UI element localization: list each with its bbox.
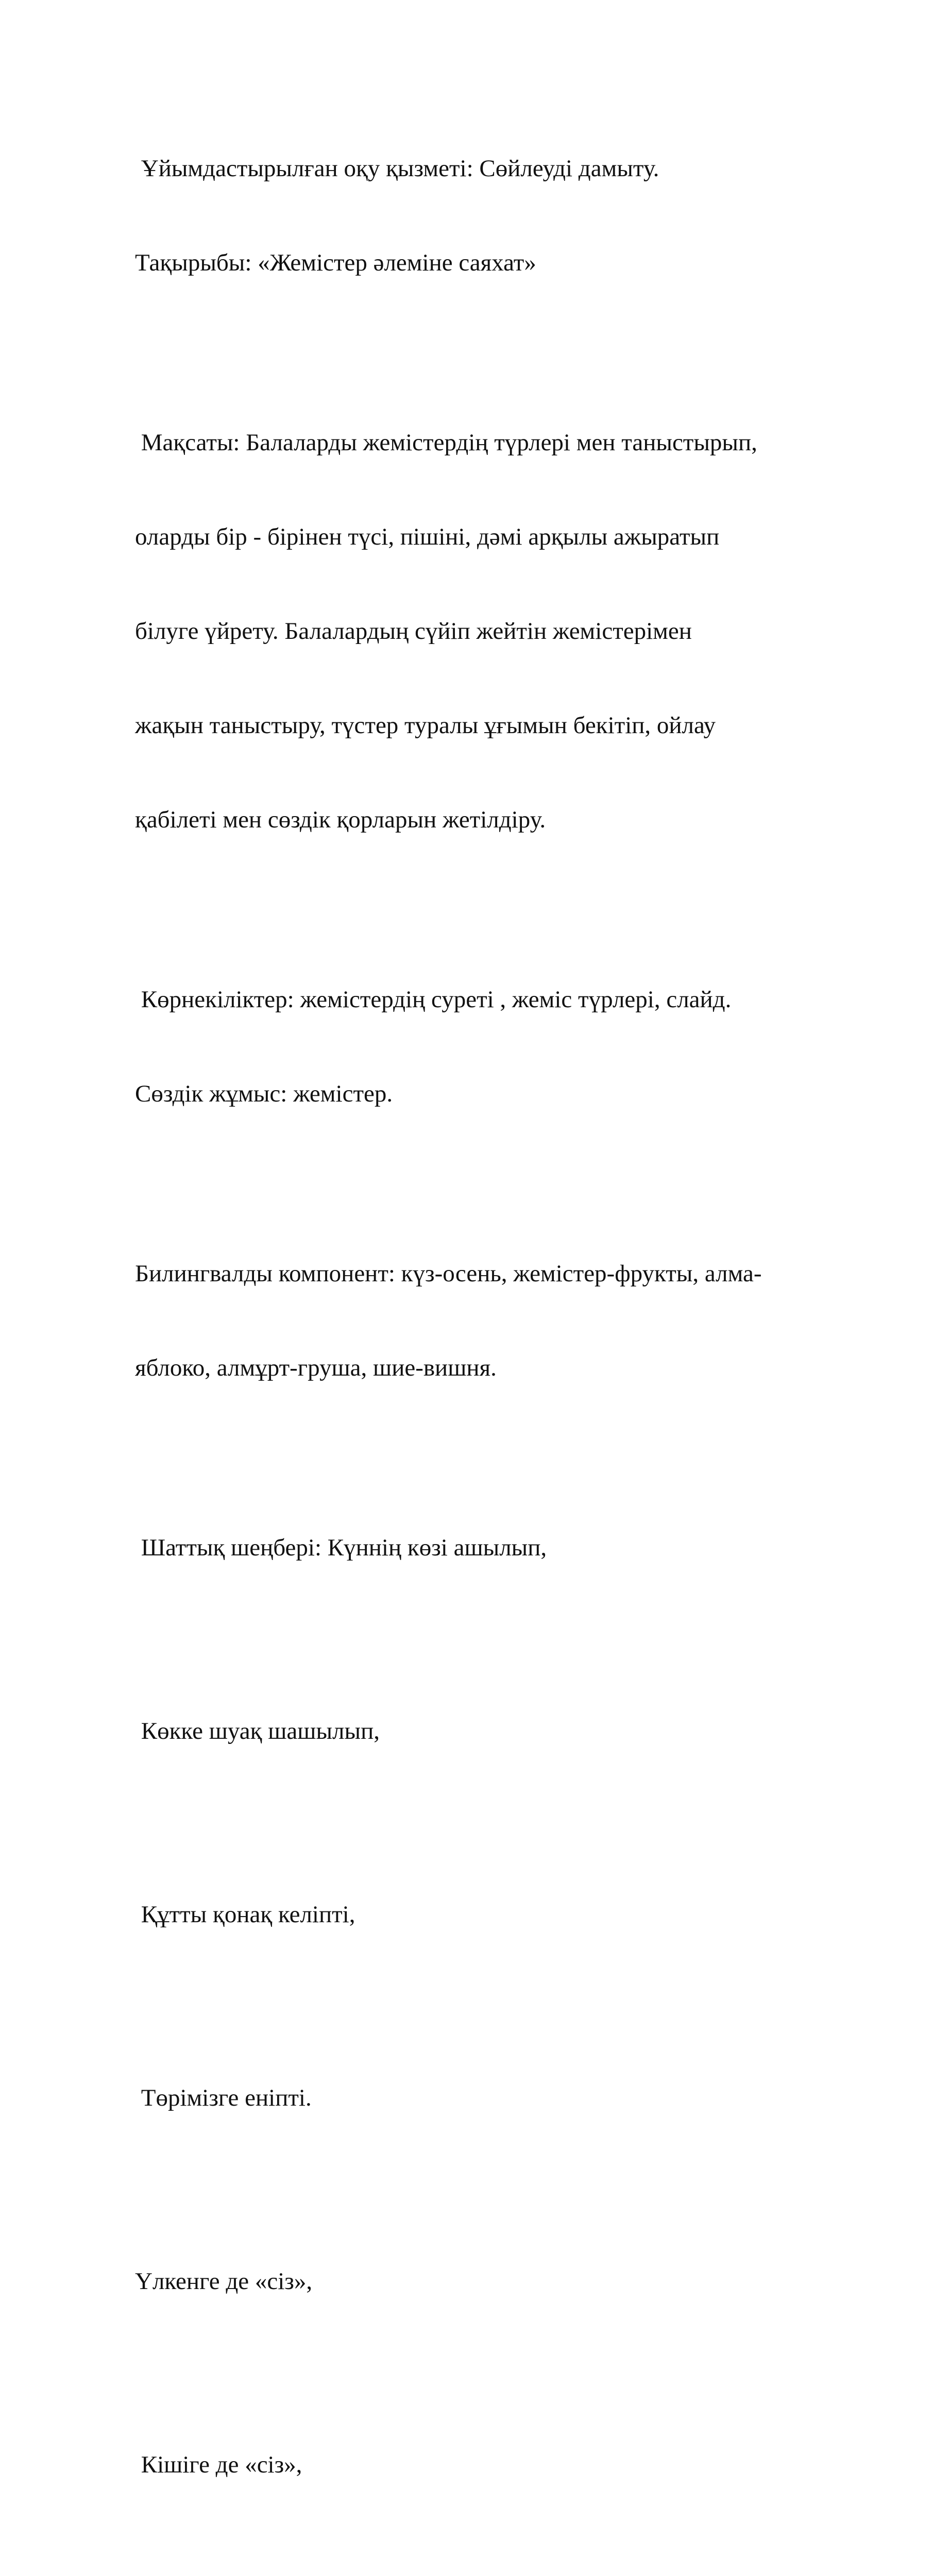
text-line: Кішіге де «сіз»,	[135, 2451, 302, 2478]
text-line: оларды бір - бірінен түсі, пішіні, дәмі арқылы ажыратып	[135, 523, 720, 550]
text-line: Құтты қонақ келіпті,	[135, 1901, 355, 1928]
text-line: Үлкенге де «сіз»,	[135, 2268, 313, 2295]
text-line: Көрнекіліктер: жемістердің суреті , жеміс түрлері, слайд.	[135, 986, 732, 1013]
paragraph-goal	[135, 364, 877, 899]
paragraph-bilingual	[135, 1195, 877, 1447]
paragraph-visual-aids	[135, 921, 877, 1173]
poem-line	[135, 1469, 877, 1626]
paragraph-topic	[135, 90, 877, 342]
text-line: жақын таныстыру, түстер туралы ұғымын бекітіп, ойлау	[135, 712, 716, 739]
text-line: Билингвалды компонент: күз-осень, жемістер-фрукты, алма-	[135, 1260, 762, 1287]
poem-line	[135, 1653, 877, 1810]
text-line: қабілеті мен сөздік қорларын жетілдіру.	[135, 806, 546, 833]
poem-line	[135, 2203, 877, 2360]
poem-line	[135, 1836, 877, 1993]
text-line: білуге үйрету. Балалардың сүйіп жейтін жемістерімен	[135, 618, 692, 645]
text-line: Төрімізге еніпті.	[135, 2084, 312, 2111]
text-line: Тақырыбы: «Жемістер әлеміне саяхат»	[135, 249, 536, 276]
poem-line	[135, 2570, 877, 2576]
poem-line	[135, 2020, 877, 2177]
document-body	[135, 90, 877, 2576]
text-line: Көкке шуақ шашылып,	[135, 1718, 380, 1744]
text-line: Ұйымдастырылған оқу қызметі: Сөйлеуді дамыту.	[135, 155, 659, 182]
text-line: Сөздік жұмыс: жемістер.	[135, 1080, 393, 1107]
text-line: яблоко, алмұрт-груша, шие-вишня.	[135, 1354, 497, 1381]
text-line: Шаттық шеңбері: Күннің көзі ашылып,	[135, 1534, 547, 1561]
poem-line	[135, 2386, 877, 2544]
text-line: Мақсаты: Балаларды жемістердің түрлері мен таныстырып,	[135, 429, 757, 456]
